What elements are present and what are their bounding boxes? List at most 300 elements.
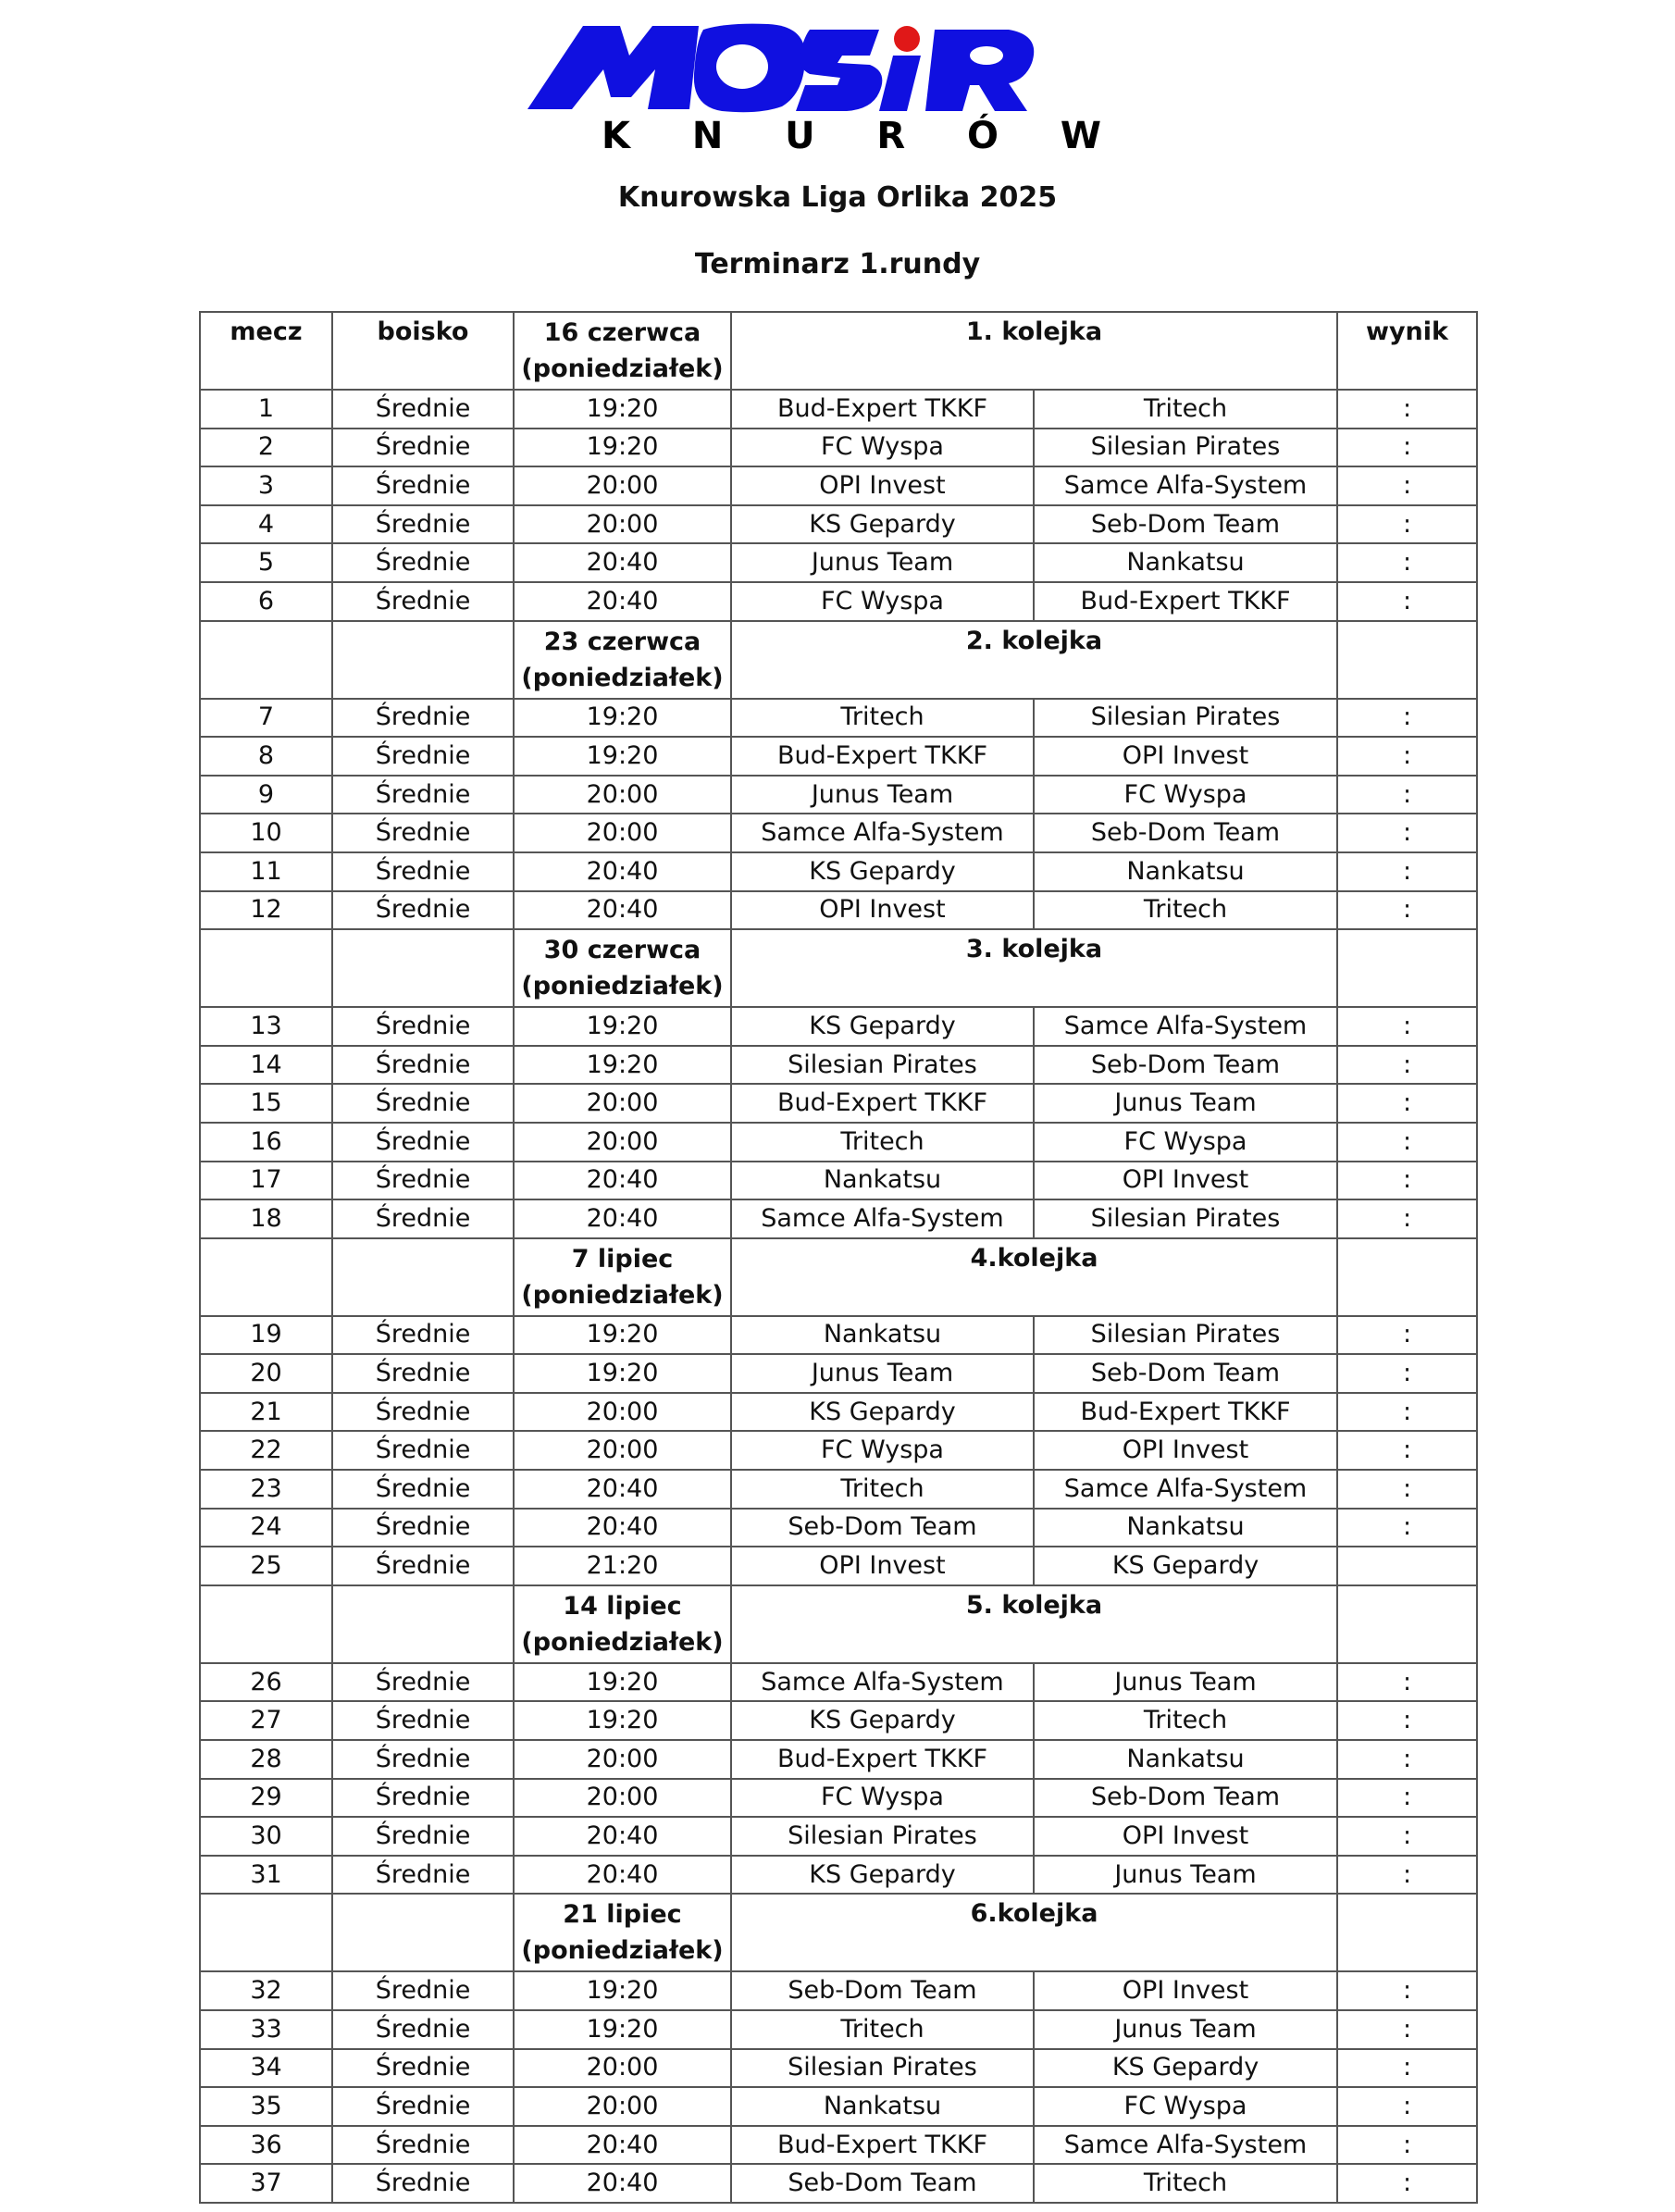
home-team: FC Wyspa xyxy=(731,1779,1034,1818)
schedule-table xyxy=(199,311,1478,2204)
match-time: 19:20 xyxy=(514,1354,731,1393)
home-team: Silesian Pirates xyxy=(731,1817,1034,1856)
home-team: Seb-Dom Team xyxy=(731,2164,1034,2203)
round-date-label: 14 lipiec xyxy=(563,1591,682,1621)
home-team: KS Gepardy xyxy=(731,1007,1034,1046)
away-team: Seb-Dom Team xyxy=(1034,505,1337,544)
match-field: Średnie xyxy=(332,1007,514,1046)
match-field: Średnie xyxy=(332,2010,514,2049)
header-field xyxy=(332,1585,514,1663)
match-field: Średnie xyxy=(332,699,514,738)
match-number: 9 xyxy=(200,776,332,814)
match-result: : xyxy=(1337,429,1477,467)
match-result: : xyxy=(1337,1162,1477,1200)
match-time: 19:20 xyxy=(514,1663,731,1702)
header-match xyxy=(200,1894,332,1971)
away-team: FC Wyspa xyxy=(1034,776,1337,814)
match-time: 20:40 xyxy=(514,2164,731,2203)
match-result: : xyxy=(1337,1354,1477,1393)
match-number: 17 xyxy=(200,1162,332,1200)
header-field xyxy=(332,1238,514,1316)
logo-letter: W xyxy=(1060,115,1101,157)
away-team: Silesian Pirates xyxy=(1034,1199,1337,1238)
match-time: 20:00 xyxy=(514,2049,731,2088)
away-team: Silesian Pirates xyxy=(1034,429,1337,467)
round-date-label: 21 lipiec xyxy=(563,1900,682,1930)
match-number: 30 xyxy=(200,1817,332,1856)
match-number: 2 xyxy=(200,429,332,467)
match-time: 20:40 xyxy=(514,852,731,891)
away-team: KS Gepardy xyxy=(1034,2049,1337,2088)
match-row xyxy=(200,2049,1477,2088)
match-row xyxy=(200,1856,1477,1895)
match-field: Średnie xyxy=(332,1817,514,1856)
match-row xyxy=(200,2087,1477,2126)
match-row xyxy=(200,1393,1477,1432)
match-row xyxy=(200,582,1477,621)
match-number: 33 xyxy=(200,2010,332,2049)
match-field: Średnie xyxy=(332,1856,514,1895)
match-time: 20:40 xyxy=(514,543,731,582)
header-match xyxy=(200,621,332,699)
away-team: OPI Invest xyxy=(1034,1431,1337,1470)
match-field: Średnie xyxy=(332,2049,514,2088)
match-row xyxy=(200,1701,1477,1740)
match-number: 24 xyxy=(200,1509,332,1547)
match-number: 13 xyxy=(200,1007,332,1046)
match-field: Średnie xyxy=(332,2087,514,2126)
header-result xyxy=(1337,621,1477,699)
match-time: 21:20 xyxy=(514,1547,731,1585)
match-row xyxy=(200,1547,1477,1585)
home-team: Junus Team xyxy=(731,1354,1034,1393)
away-team: Junus Team xyxy=(1034,1663,1337,1702)
match-time: 20:00 xyxy=(514,1779,731,1818)
away-team: FC Wyspa xyxy=(1034,1123,1337,1162)
away-team: Samce Alfa-System xyxy=(1034,1007,1337,1046)
match-field: Średnie xyxy=(332,2126,514,2165)
match-row xyxy=(200,1779,1477,1818)
away-team: Junus Team xyxy=(1034,2010,1337,2049)
match-time: 20:40 xyxy=(514,2126,731,2165)
match-field: Średnie xyxy=(332,1199,514,1238)
match-number: 31 xyxy=(200,1856,332,1895)
match-row xyxy=(200,1740,1477,1779)
match-number: 14 xyxy=(200,1046,332,1085)
match-result: : xyxy=(1337,1701,1477,1740)
match-time: 20:00 xyxy=(514,1084,731,1123)
match-field: Średnie xyxy=(332,852,514,891)
match-number: 21 xyxy=(200,1393,332,1432)
home-team: Samce Alfa-System xyxy=(731,814,1034,852)
home-team: Samce Alfa-System xyxy=(731,1199,1034,1238)
round-date xyxy=(514,1585,731,1663)
match-field: Średnie xyxy=(332,1316,514,1355)
match-number: 12 xyxy=(200,891,332,930)
match-field: Średnie xyxy=(332,1046,514,1085)
away-team: Bud-Expert TKKF xyxy=(1034,582,1337,621)
match-time: 20:40 xyxy=(514,891,731,930)
match-number: 4 xyxy=(200,505,332,544)
match-field: Średnie xyxy=(332,1393,514,1432)
home-team: KS Gepardy xyxy=(731,852,1034,891)
round-name: 4.kolejka xyxy=(731,1238,1337,1316)
match-time: 19:20 xyxy=(514,699,731,738)
match-result: : xyxy=(1337,1046,1477,1085)
match-row xyxy=(200,1431,1477,1470)
match-result: : xyxy=(1337,1199,1477,1238)
match-row xyxy=(200,2164,1477,2203)
header-result xyxy=(1337,1238,1477,1316)
document-subtitle: Terminarz 1.rundy xyxy=(694,248,981,280)
home-team: Tritech xyxy=(731,699,1034,738)
logo-letter: N xyxy=(691,115,724,157)
header-match xyxy=(200,1585,332,1663)
home-team: Seb-Dom Team xyxy=(731,1971,1034,2010)
match-number: 27 xyxy=(200,1701,332,1740)
match-row xyxy=(200,1470,1477,1509)
match-field: Średnie xyxy=(332,737,514,776)
match-number: 37 xyxy=(200,2164,332,2203)
away-team: Seb-Dom Team xyxy=(1034,1779,1337,1818)
match-number: 1 xyxy=(200,390,332,429)
match-field: Średnie xyxy=(332,1354,514,1393)
header-result xyxy=(1337,929,1477,1007)
match-row xyxy=(200,1316,1477,1355)
match-time: 20:00 xyxy=(514,1393,731,1432)
match-result: : xyxy=(1337,1393,1477,1432)
header-result xyxy=(1337,1894,1477,1971)
match-time: 20:40 xyxy=(514,1199,731,1238)
match-time: 20:40 xyxy=(514,1856,731,1895)
logo-letter: K xyxy=(602,115,630,157)
match-time: 20:00 xyxy=(514,1123,731,1162)
match-row xyxy=(200,1199,1477,1238)
away-team: Nankatsu xyxy=(1034,1740,1337,1779)
match-number: 29 xyxy=(200,1779,332,1818)
away-team: FC Wyspa xyxy=(1034,2087,1337,2126)
round-name: 3. kolejka xyxy=(731,929,1337,1007)
match-row xyxy=(200,1817,1477,1856)
round-name: 6.kolejka xyxy=(731,1894,1337,1971)
match-time: 19:20 xyxy=(514,429,731,467)
match-result: : xyxy=(1337,505,1477,544)
header-field xyxy=(332,929,514,1007)
match-field: Średnie xyxy=(332,2164,514,2203)
match-time: 19:20 xyxy=(514,1701,731,1740)
match-result: : xyxy=(1337,1470,1477,1509)
away-team: Nankatsu xyxy=(1034,852,1337,891)
home-team: Silesian Pirates xyxy=(731,2049,1034,2088)
match-row xyxy=(200,390,1477,429)
match-time: 20:40 xyxy=(514,582,731,621)
match-row xyxy=(200,1971,1477,2010)
match-field: Średnie xyxy=(332,505,514,544)
match-time: 20:00 xyxy=(514,776,731,814)
match-result: : xyxy=(1337,776,1477,814)
match-number: 10 xyxy=(200,814,332,852)
logo-letter: R xyxy=(876,115,906,157)
home-team: Junus Team xyxy=(731,543,1034,582)
match-number: 11 xyxy=(200,852,332,891)
match-number: 6 xyxy=(200,582,332,621)
match-time: 20:00 xyxy=(514,466,731,505)
round-date-label: 23 czerwca xyxy=(543,627,701,656)
match-time: 20:00 xyxy=(514,2087,731,2126)
home-team: KS Gepardy xyxy=(731,1393,1034,1432)
round-day-label: (poniedziałek) xyxy=(521,1280,724,1310)
away-team: OPI Invest xyxy=(1034,1817,1337,1856)
match-time: 19:20 xyxy=(514,1046,731,1085)
match-row xyxy=(200,543,1477,582)
match-field: Średnie xyxy=(332,1701,514,1740)
match-row xyxy=(200,891,1477,930)
match-row xyxy=(200,505,1477,544)
match-field: Średnie xyxy=(332,814,514,852)
match-row xyxy=(200,852,1477,891)
away-team: KS Gepardy xyxy=(1034,1547,1337,1585)
match-number: 5 xyxy=(200,543,332,582)
home-team: KS Gepardy xyxy=(731,505,1034,544)
round-date xyxy=(514,1238,731,1316)
home-team: Tritech xyxy=(731,2010,1034,2049)
match-result: : xyxy=(1337,1817,1477,1856)
round-date xyxy=(514,1894,731,1971)
header-result: wynik xyxy=(1337,312,1477,390)
home-team: FC Wyspa xyxy=(731,582,1034,621)
match-field: Średnie xyxy=(332,390,514,429)
match-number: 7 xyxy=(200,699,332,738)
match-row xyxy=(200,1663,1477,1702)
match-row xyxy=(200,1046,1477,1085)
away-team: OPI Invest xyxy=(1034,737,1337,776)
home-team: Bud-Expert TKKF xyxy=(731,1740,1034,1779)
match-result: : xyxy=(1337,1740,1477,1779)
match-row xyxy=(200,1123,1477,1162)
match-time: 20:40 xyxy=(514,1470,731,1509)
round-date xyxy=(514,312,731,390)
header-match xyxy=(200,929,332,1007)
match-result xyxy=(1337,1547,1477,1585)
match-field: Średnie xyxy=(332,1431,514,1470)
away-team: Tritech xyxy=(1034,1701,1337,1740)
round-header-row xyxy=(200,1238,1477,1316)
match-result: : xyxy=(1337,390,1477,429)
home-team: FC Wyspa xyxy=(731,429,1034,467)
away-team: Junus Team xyxy=(1034,1856,1337,1895)
match-result: : xyxy=(1337,1007,1477,1046)
match-field: Średnie xyxy=(332,891,514,930)
header-match xyxy=(200,1238,332,1316)
match-field: Średnie xyxy=(332,466,514,505)
home-team: Seb-Dom Team xyxy=(731,1509,1034,1547)
match-field: Średnie xyxy=(332,582,514,621)
round-day-label: (poniedziałek) xyxy=(521,1936,724,1966)
match-row xyxy=(200,1509,1477,1547)
away-team: Seb-Dom Team xyxy=(1034,1046,1337,1085)
match-row xyxy=(200,1084,1477,1123)
logo-letter: Ó xyxy=(967,115,999,157)
match-number: 8 xyxy=(200,737,332,776)
match-number: 16 xyxy=(200,1123,332,1162)
home-team: OPI Invest xyxy=(731,1547,1034,1585)
away-team: Tritech xyxy=(1034,2164,1337,2203)
match-result: : xyxy=(1337,2010,1477,2049)
away-team: Silesian Pirates xyxy=(1034,699,1337,738)
away-team: Silesian Pirates xyxy=(1034,1316,1337,1355)
match-number: 3 xyxy=(200,466,332,505)
home-team: Nankatsu xyxy=(731,1316,1034,1355)
match-result: : xyxy=(1337,543,1477,582)
match-time: 20:40 xyxy=(514,1162,731,1200)
match-result: : xyxy=(1337,1663,1477,1702)
match-result: : xyxy=(1337,1779,1477,1818)
round-name: 5. kolejka xyxy=(731,1585,1337,1663)
match-number: 36 xyxy=(200,2126,332,2165)
home-team: Silesian Pirates xyxy=(731,1046,1034,1085)
match-result: : xyxy=(1337,1509,1477,1547)
away-team: Samce Alfa-System xyxy=(1034,466,1337,505)
match-row xyxy=(200,466,1477,505)
away-team: Tritech xyxy=(1034,390,1337,429)
match-result: : xyxy=(1337,1971,1477,2010)
header-result xyxy=(1337,1585,1477,1663)
match-number: 34 xyxy=(200,2049,332,2088)
match-result: : xyxy=(1337,1123,1477,1162)
home-team: Tritech xyxy=(731,1123,1034,1162)
match-result: : xyxy=(1337,2126,1477,2165)
away-team: OPI Invest xyxy=(1034,1971,1337,2010)
match-number: 28 xyxy=(200,1740,332,1779)
match-result: : xyxy=(1337,891,1477,930)
match-row xyxy=(200,2126,1477,2165)
match-time: 19:20 xyxy=(514,1316,731,1355)
round-day-label: (poniedziałek) xyxy=(521,663,724,692)
away-team: Samce Alfa-System xyxy=(1034,1470,1337,1509)
round-date-label: 16 czerwca xyxy=(543,318,701,347)
logo-letter: U xyxy=(785,115,815,157)
header-field: boisko xyxy=(332,312,514,390)
away-team: Samce Alfa-System xyxy=(1034,2126,1337,2165)
match-field: Średnie xyxy=(332,1470,514,1509)
match-time: 19:20 xyxy=(514,737,731,776)
match-field: Średnie xyxy=(332,543,514,582)
header-match: mecz xyxy=(200,312,332,390)
round-header-row xyxy=(200,929,1477,1007)
home-team: KS Gepardy xyxy=(731,1856,1034,1895)
home-team: Junus Team xyxy=(731,776,1034,814)
round-name: 2. kolejka xyxy=(731,621,1337,699)
home-team: Nankatsu xyxy=(731,2087,1034,2126)
match-number: 32 xyxy=(200,1971,332,2010)
round-day-label: (poniedziałek) xyxy=(521,354,724,383)
match-row xyxy=(200,699,1477,738)
match-number: 15 xyxy=(200,1084,332,1123)
away-team: Junus Team xyxy=(1034,1084,1337,1123)
away-team: Nankatsu xyxy=(1034,543,1337,582)
match-result: : xyxy=(1337,2049,1477,2088)
away-team: Seb-Dom Team xyxy=(1034,1354,1337,1393)
away-team: Tritech xyxy=(1034,891,1337,930)
match-result: : xyxy=(1337,852,1477,891)
header-field xyxy=(332,1894,514,1971)
match-time: 20:00 xyxy=(514,1740,731,1779)
match-time: 20:40 xyxy=(514,1817,731,1856)
away-team: OPI Invest xyxy=(1034,1162,1337,1200)
match-time: 19:20 xyxy=(514,390,731,429)
match-number: 23 xyxy=(200,1470,332,1509)
document-title: Knurowska Liga Orlika 2025 xyxy=(617,181,1058,214)
match-time: 19:20 xyxy=(514,1007,731,1046)
match-row xyxy=(200,2010,1477,2049)
match-row xyxy=(200,776,1477,814)
round-date-label: 7 lipiec xyxy=(571,1244,674,1274)
match-result: : xyxy=(1337,1856,1477,1895)
match-row xyxy=(200,1007,1477,1046)
home-team: Tritech xyxy=(731,1470,1034,1509)
match-row xyxy=(200,1354,1477,1393)
match-result: : xyxy=(1337,1084,1477,1123)
match-field: Średnie xyxy=(332,1162,514,1200)
round-name: 1. kolejka xyxy=(731,312,1337,390)
match-field: Średnie xyxy=(332,1971,514,2010)
match-field: Średnie xyxy=(332,1740,514,1779)
match-result: : xyxy=(1337,582,1477,621)
match-field: Średnie xyxy=(332,1123,514,1162)
match-time: 20:00 xyxy=(514,814,731,852)
home-team: KS Gepardy xyxy=(731,1701,1034,1740)
home-team: FC Wyspa xyxy=(731,1431,1034,1470)
home-team: Bud-Expert TKKF xyxy=(731,1084,1034,1123)
away-team: Bud-Expert TKKF xyxy=(1034,1393,1337,1432)
match-row xyxy=(200,814,1477,852)
match-result: : xyxy=(1337,1316,1477,1355)
home-team: Bud-Expert TKKF xyxy=(731,737,1034,776)
match-number: 20 xyxy=(200,1354,332,1393)
match-time: 19:20 xyxy=(514,1971,731,2010)
round-day-label: (poniedziałek) xyxy=(521,1627,724,1657)
logo-subtitle xyxy=(602,115,1101,157)
round-header-row xyxy=(200,312,1477,390)
match-row xyxy=(200,737,1477,776)
home-team: OPI Invest xyxy=(731,891,1034,930)
round-day-label: (poniedziałek) xyxy=(521,972,724,1001)
round-header-row xyxy=(200,621,1477,699)
match-field: Średnie xyxy=(332,429,514,467)
round-header-row xyxy=(200,1585,1477,1663)
match-number: 26 xyxy=(200,1663,332,1702)
match-result: : xyxy=(1337,466,1477,505)
round-header-row xyxy=(200,1894,1477,1971)
match-row xyxy=(200,1162,1477,1200)
home-team: Bud-Expert TKKF xyxy=(731,2126,1034,2165)
match-number: 19 xyxy=(200,1316,332,1355)
home-team: Nankatsu xyxy=(731,1162,1034,1200)
match-field: Średnie xyxy=(332,1663,514,1702)
match-result: : xyxy=(1337,814,1477,852)
away-team: Nankatsu xyxy=(1034,1509,1337,1547)
round-date-label: 30 czerwca xyxy=(543,936,701,965)
match-number: 25 xyxy=(200,1547,332,1585)
match-field: Średnie xyxy=(332,1779,514,1818)
match-field: Średnie xyxy=(332,1547,514,1585)
match-field: Średnie xyxy=(332,1509,514,1547)
match-time: 20:40 xyxy=(514,1509,731,1547)
match-field: Średnie xyxy=(332,1084,514,1123)
match-result: : xyxy=(1337,737,1477,776)
match-number: 35 xyxy=(200,2087,332,2126)
match-time: 19:20 xyxy=(514,2010,731,2049)
